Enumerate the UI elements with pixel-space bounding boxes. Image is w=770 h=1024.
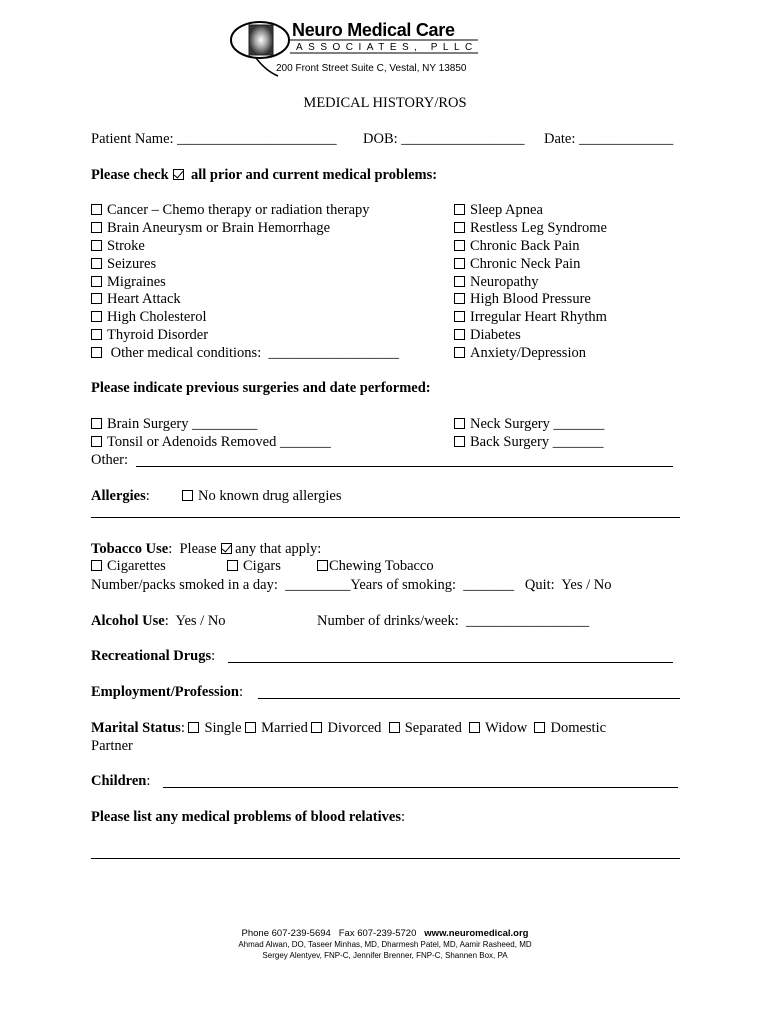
checkbox[interactable] xyxy=(454,311,465,322)
tobacco-option-chewing[interactable]: Chewing Tobacco xyxy=(317,557,434,575)
footer-providers-2: Sergey Alentyev, FNP-C, Jennifer Brenner, FNP-C, Shannen Box, PA xyxy=(262,951,508,960)
surgery-item[interactable]: Neck Surgery _______ xyxy=(454,415,604,433)
problem-item[interactable]: Cancer – Chemo therapy or radiation therapy xyxy=(91,201,370,219)
dob-field[interactable]: DOB: _________________ xyxy=(363,131,525,147)
problem-item[interactable]: Heart Attack xyxy=(91,290,181,308)
surgery-item[interactable]: Back Surgery _______ xyxy=(454,433,603,451)
checkbox[interactable] xyxy=(182,490,193,501)
relatives-input[interactable] xyxy=(91,858,680,859)
checkbox[interactable] xyxy=(454,329,465,340)
relatives-label: Please list any medical problems of blood relatives: xyxy=(91,809,406,825)
checkbox[interactable] xyxy=(91,560,102,571)
problem-item[interactable]: Stroke xyxy=(91,237,145,255)
problem-item[interactable]: Chronic Neck Pain xyxy=(454,255,580,273)
checkbox[interactable] xyxy=(454,204,465,215)
tobacco-option-cigars[interactable]: Cigars xyxy=(227,557,281,575)
checkbox[interactable] xyxy=(91,329,102,340)
checkmark-icon xyxy=(173,169,184,180)
marital-status-continuation: Partner xyxy=(91,738,133,754)
alcohol-drinks-field[interactable]: Number of drinks/week: _________________ xyxy=(317,613,590,629)
website-link[interactable]: www.neuromedical.org xyxy=(424,928,529,939)
checkbox[interactable] xyxy=(454,240,465,251)
logo-subtitle: ASSOCIATES, PLLC xyxy=(296,42,478,53)
checkbox[interactable] xyxy=(227,560,238,571)
checkbox[interactable] xyxy=(311,722,322,733)
surgeries-heading: Please indicate previous surgeries and date performed: xyxy=(91,380,431,396)
problem-item-other[interactable]: Other medical conditions: __________________ xyxy=(91,344,399,362)
children-label: Children: xyxy=(91,773,151,789)
tobacco-heading: Tobacco Use: Please any that apply: xyxy=(91,541,322,557)
marital-status-row: Marital Status: Single Married Divorced Separated Widow Domestic xyxy=(91,720,607,736)
recreational-drugs-label: Recreational Drugs: xyxy=(91,648,216,664)
problem-item[interactable]: Neuropathy xyxy=(454,273,538,291)
checkbox[interactable] xyxy=(91,311,102,322)
date-field[interactable]: Date: _____________ xyxy=(544,131,674,147)
checkbox[interactable] xyxy=(454,293,465,304)
problem-item[interactable]: Seizures xyxy=(91,255,156,273)
problems-heading: Please check all prior and current medical problems: xyxy=(91,167,438,183)
checkbox[interactable] xyxy=(469,722,480,733)
tobacco-packs-line[interactable]: Number/packs smoked in a day: _________Years of smoking: _______ Quit: Yes / No xyxy=(91,577,612,593)
checkbox[interactable] xyxy=(91,436,102,447)
checkbox[interactable] xyxy=(91,293,102,304)
problem-item[interactable]: Thyroid Disorder xyxy=(91,326,208,344)
problem-item[interactable]: Irregular Heart Rhythm xyxy=(454,308,607,326)
checkbox[interactable] xyxy=(91,347,102,358)
problem-item[interactable]: Diabetes xyxy=(454,326,521,344)
clinic-address: 200 Front Street Suite C, Vestal, NY 13850 xyxy=(276,63,467,74)
checkbox[interactable] xyxy=(91,204,102,215)
footer-contact: Phone 607-239-5694 Fax 607-239-5720 www.neuromedical.org xyxy=(241,928,529,939)
problem-item[interactable]: Migraines xyxy=(91,273,166,291)
problem-item[interactable]: High Blood Pressure xyxy=(454,290,591,308)
checkbox[interactable] xyxy=(454,276,465,287)
footer-providers-1: Ahmad Alwan, DO, Taseer Minhas, MD, Dharmesh Patel, MD, Aamir Rasheed, MD xyxy=(238,940,532,949)
checkbox[interactable] xyxy=(454,222,465,233)
checkbox[interactable] xyxy=(317,560,328,571)
checkmark-icon xyxy=(221,543,232,554)
surgery-other-label: Other: xyxy=(91,452,129,468)
logo-title: Neuro Medical Care xyxy=(292,20,455,40)
problem-item[interactable]: Brain Aneurysm or Brain Hemorrhage xyxy=(91,219,330,237)
checkbox[interactable] xyxy=(188,722,199,733)
no-known-allergies-option[interactable]: No known drug allergies xyxy=(182,487,342,505)
employment-label: Employment/Profession: xyxy=(91,684,243,700)
checkbox[interactable] xyxy=(534,722,545,733)
allergies-input[interactable] xyxy=(91,517,680,518)
checkbox[interactable] xyxy=(91,240,102,251)
checkbox[interactable] xyxy=(91,276,102,287)
allergies-row: Allergies: xyxy=(91,488,150,504)
checkbox[interactable] xyxy=(91,418,102,429)
checkbox[interactable] xyxy=(245,722,256,733)
checkbox[interactable] xyxy=(454,436,465,447)
surgery-item[interactable]: Brain Surgery _________ xyxy=(91,415,257,433)
patient-name-field[interactable]: Patient Name: ______________________ xyxy=(91,131,337,147)
surgery-other-input[interactable] xyxy=(136,466,673,467)
children-input[interactable] xyxy=(163,787,678,788)
surgery-item[interactable]: Tonsil or Adenoids Removed _______ xyxy=(91,433,331,451)
checkbox[interactable] xyxy=(454,258,465,269)
checkbox[interactable] xyxy=(91,222,102,233)
problem-item[interactable]: Restless Leg Syndrome xyxy=(454,219,607,237)
checkbox[interactable] xyxy=(389,722,400,733)
checkbox[interactable] xyxy=(454,347,465,358)
problem-item[interactable]: Sleep Apnea xyxy=(454,201,543,219)
employment-input[interactable] xyxy=(258,698,680,699)
problem-item[interactable]: Anxiety/Depression xyxy=(454,344,586,362)
problem-item[interactable]: Chronic Back Pain xyxy=(454,237,580,255)
alcohol-row[interactable]: Alcohol Use: Yes / No xyxy=(91,613,226,629)
tobacco-option-cigarettes[interactable]: Cigarettes xyxy=(91,557,166,575)
recreational-drugs-input[interactable] xyxy=(228,662,673,663)
checkbox[interactable] xyxy=(454,418,465,429)
checkbox[interactable] xyxy=(91,258,102,269)
problem-item[interactable]: High Cholesterol xyxy=(91,308,206,326)
form-title: MEDICAL HISTORY/ROS xyxy=(303,95,467,111)
